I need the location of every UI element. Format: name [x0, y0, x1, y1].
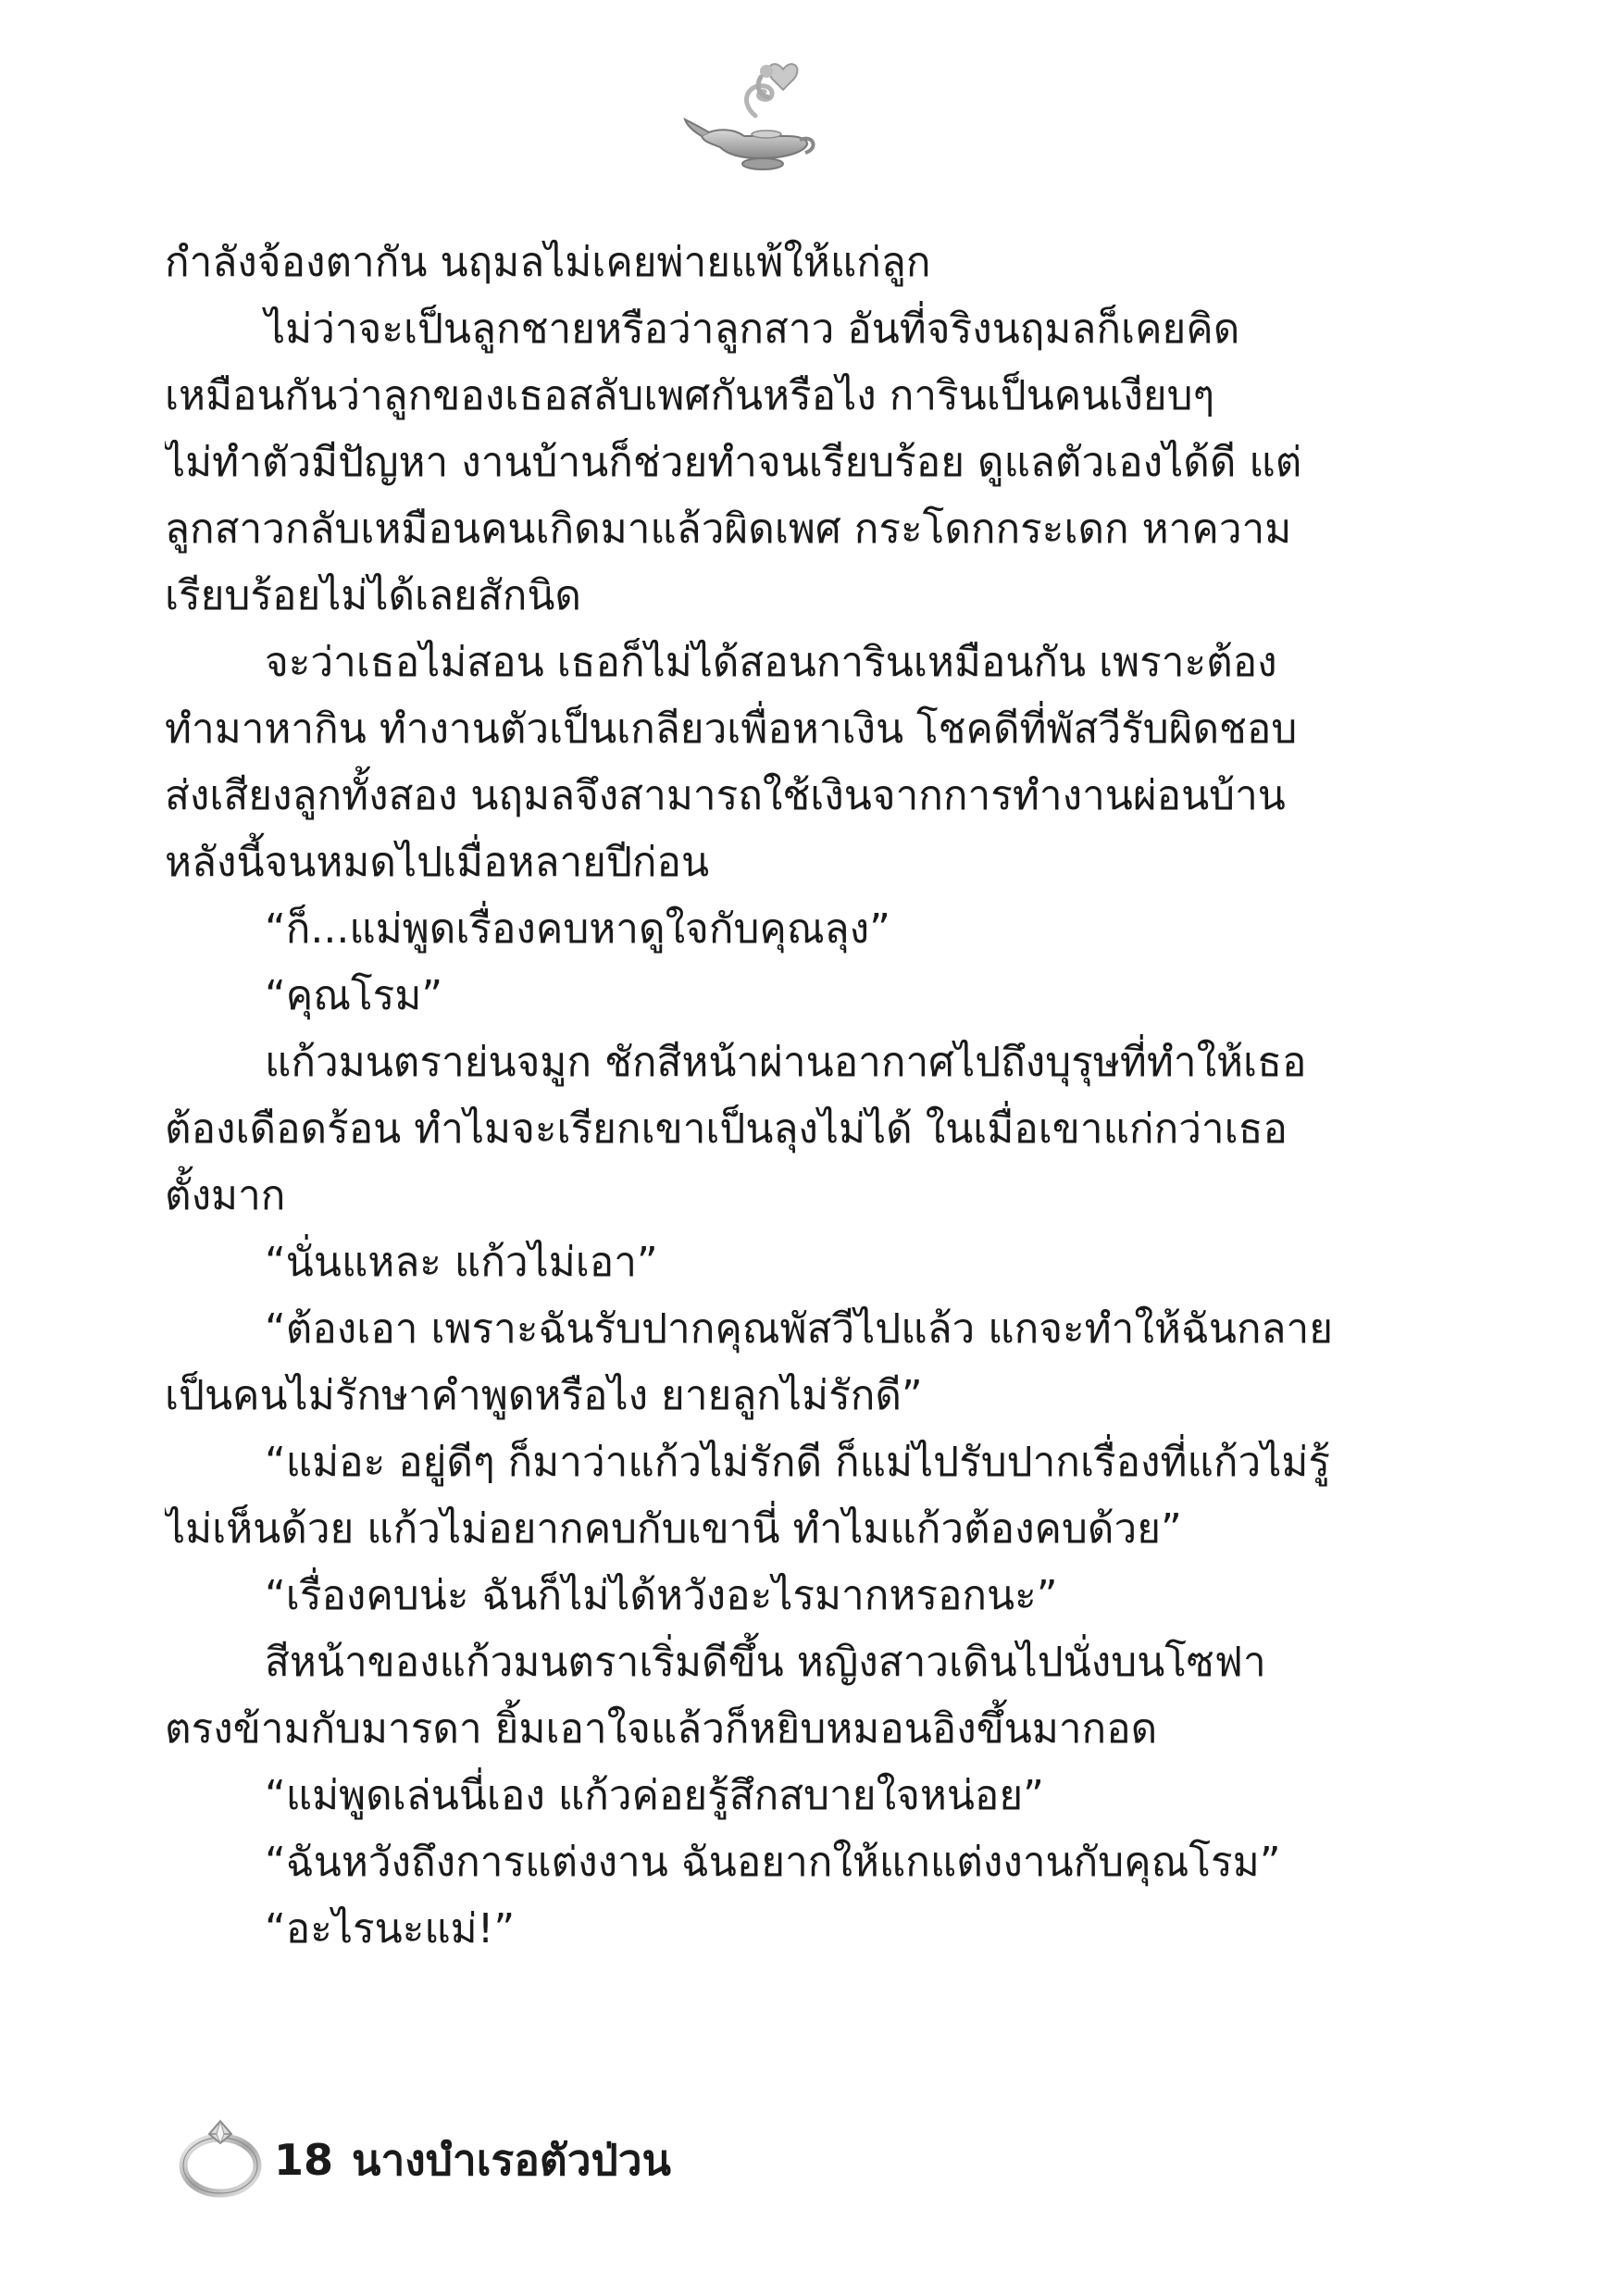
text-line: “ฉันหวังถึงการแต่งงาน ฉันอยากให้แกแต่งงานกับคุณโรม”	[265, 1839, 1281, 1886]
text-line: “เรื่องคบน่ะ ฉันก็ไม่ได้หวังอะไรมากหรอกนะ”	[265, 1572, 1058, 1619]
text-line: “แม่พูดเล่นนี่เอง แก้วค่อยรู้สึกสบายใจหน่อย”	[265, 1772, 1044, 1819]
diamond-ring-icon	[174, 2106, 271, 2203]
text-line: “อะไรนะแม่!”	[265, 1905, 516, 1953]
text-line: ทำมาหากิน ทำงานตัวเป็นเกลียวเพื่อหาเงิน โชคดีที่พัสวีรับผิดชอบ	[165, 705, 1298, 753]
text-line: “ก็...แม่พูดเรื่องคบหาดูใจกับคุณลุง”	[265, 905, 890, 953]
text-line: จะว่าเธอไม่สอน เธอก็ไม่ได้สอนการินเหมือนกัน เพราะต้อง	[265, 639, 1277, 686]
text-line: “แม่อะ อยู่ดีๆ ก็มาว่าแก้วไม่รักดี ก็แม่ไปรับปากเรื่องที่แก้วไม่รู้	[265, 1439, 1331, 1486]
body-text	[165, 230, 1359, 1963]
text-line: ตรงข้ามกับมารดา ยิ้มเอาใจแล้วก็หยิบหมอนอิงขึ้นมากอด	[165, 1705, 1158, 1753]
text-line: ไม่เห็นด้วย แก้วไม่อยากคบกับเขานี่ ทำไมแก้วต้องคบด้วย”	[165, 1505, 1182, 1553]
text-line: ส่งเสียงลูกทั้งสอง นฤมลจึงสามารถใช้เงินจากการทำงานผ่อนบ้าน	[165, 772, 1286, 819]
text-line: เหมือนกันว่าลูกของเธอสลับเพศกันหรือไง การินเป็นคนเงียบๆ	[165, 372, 1215, 419]
text-line: “นั่นแหละ แก้วไม่เอา”	[265, 1239, 658, 1286]
text-line: ไม่ทำตัวมีปัญหา งานบ้านก็ช่วยทำจนเรียบร้อย ดูแลตัวเองได้ดี แต่	[165, 439, 1302, 486]
text-line: แก้วมนตราย่นจมูก ชักสีหน้าผ่านอากาศไปถึงบุรุษที่ทำให้เธอ	[265, 1039, 1307, 1086]
text-line: ไม่ว่าจะเป็นลูกชายหรือว่าลูกสาว อันที่จริงนฤมลก็เคยคิด	[265, 306, 1240, 353]
text-line: ลูกสาวกลับเหมือนคนเกิดมาแล้วผิดเพศ กระโดกกระเดก หาความ	[165, 505, 1292, 553]
text-line: กำลังจ้องตากัน นฤมลไม่เคยพ่ายแพ้ให้แก่ลูก	[165, 239, 931, 286]
text-line: ต้องเดือดร้อน ทำไมจะเรียกเขาเป็นลุงไม่ได้ ในเมื่อเขาแก่กว่าเธอ	[165, 1105, 1288, 1153]
page-footer	[174, 2106, 915, 2208]
book-title: นางบำเรอตัวป่วน	[352, 2135, 671, 2185]
text-line: “คุณโรม”	[265, 972, 443, 1019]
text-line: เป็นคนไม่รักษาคำพูดหรือไง ยายลูกไม่รักดี”	[165, 1372, 923, 1419]
text-line: สีหน้าของแก้วมนตราเริ่มดีขึ้น หญิงสาวเดินไปนั่งบนโซฟา	[265, 1639, 1266, 1686]
text-line: เรียบร้อยไม่ได้เลยสักนิด	[165, 572, 581, 619]
text-line: ตั้งมาก	[165, 1172, 286, 1219]
text-line: “ต้องเอา เพราะฉันรับปากคุณพัสวีไปแล้ว แกจะทำให้ฉันกลาย	[265, 1305, 1333, 1353]
page-number: 18	[274, 2135, 334, 2185]
genie-lamp-icon	[683, 51, 822, 181]
text-line: หลังนี้จนหมดไปเมื่อหลายปีก่อน	[165, 839, 710, 886]
